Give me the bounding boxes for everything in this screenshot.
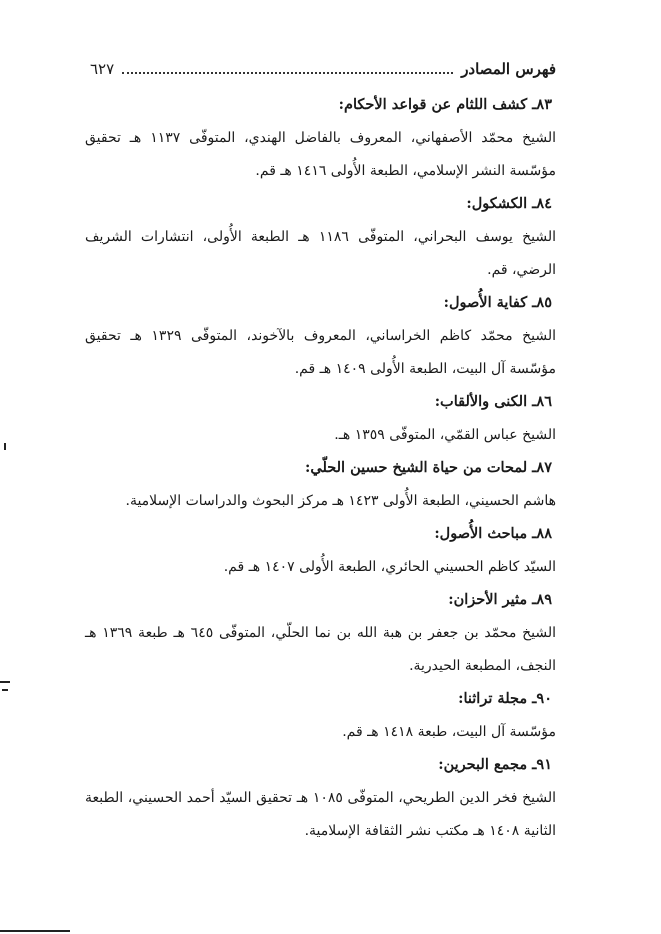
bibliography-entry [85, 392, 556, 452]
scan-artifact-mark [4, 443, 6, 450]
page-number: ٦٢٧ [90, 60, 115, 78]
entry-body: الشيخ محمّد الأصفهاني، المعروف بالفاضل الهندي، المتوفّى ١١٣٧ هـ تحقيق مؤسّسة النشر الإسلامي، الطبعة الأُولى ١٤١٦ هـ قم. [85, 130, 556, 179]
entry-body: السيّد كاظم الحسيني الحائري، الطبعة الأُولى ١٤٠٧ هـ قم. [223, 559, 556, 575]
entry-title: ٨٣ـ كشف اللثام عن قواعد الأحكام: [338, 96, 552, 113]
entry-title: ٨٦ـ الكنى والألقاب: [434, 393, 552, 410]
bibliography-entry [85, 194, 556, 287]
running-header [90, 60, 556, 86]
entry-body: الشيخ محمّد كاظم الخراساني، المعروف بالآخوند، المتوفّى ١٣٢٩ هـ تحقيق مؤسّسة آل البيت، الطبعة الأُولى ١٤٠٩ هـ قم. [85, 328, 556, 377]
entry-body: الشيخ محمّد بن جعفر بن هبة الله بن نما الحلّي، المتوفّى ٦٤٥ هـ طبعة ١٣٦٩ هـ النجف، المطبعة الحيدرية. [85, 625, 556, 674]
entry-title: ٨٨ـ مباحث الأُصول: [434, 525, 552, 542]
entry-body: الشيخ يوسف البحراني، المتوفّى ١١٨٦ هـ الطبعة الأُولى، انتشارات الشريف الرضي، قم. [85, 229, 556, 278]
scan-artifact-mark [0, 681, 10, 683]
bibliography-entry [85, 590, 556, 683]
bibliography-entry [85, 95, 556, 188]
bibliography-entry [85, 524, 556, 584]
entry-title: ٨٤ـ الكشكول: [466, 195, 552, 212]
header-leader-dots [122, 72, 453, 74]
header-title: فهرس المصادر [461, 60, 556, 78]
bibliography-entry [85, 689, 556, 749]
bibliography-entry [85, 755, 556, 848]
entry-title: ٨٩ـ مثير الأحزان: [448, 591, 552, 608]
entry-body: الشيخ فخر الدين الطريحي، المتوفّى ١٠٨٥ هـ تحقيق السيّد أحمد الحسيني، الطبعة الثانية ١٤٠٨ هـ مكتب نشر الثقافة الإسلامية. [85, 790, 556, 839]
entry-title: ٨٥ـ كفاية الأُصول: [443, 294, 552, 311]
scan-artifact-mark [2, 689, 8, 691]
entry-title: ٨٧ـ لمحات من حياة الشيخ حسين الحلّي: [305, 459, 552, 476]
bibliography-entry [85, 293, 556, 386]
bibliography-entry [85, 458, 556, 518]
entry-body: مؤسّسة آل البيت، طبعة ١٤١٨ هـ قم. [342, 724, 556, 740]
entry-body: هاشم الحسيني، الطبعة الأُولى ١٤٢٣ هـ مركز البحوث والدراسات الإسلامية. [125, 493, 556, 509]
entry-title: ٩٠ـ مجلة تراثنا: [458, 690, 552, 707]
entry-title: ٩١ـ مجمع البحرين: [438, 756, 552, 773]
entry-body: الشيخ عباس القمّي، المتوفّى ١٣٥٩ هـ. [334, 427, 556, 443]
bibliography-list [85, 92, 556, 854]
scan-artifact-line [0, 930, 70, 932]
